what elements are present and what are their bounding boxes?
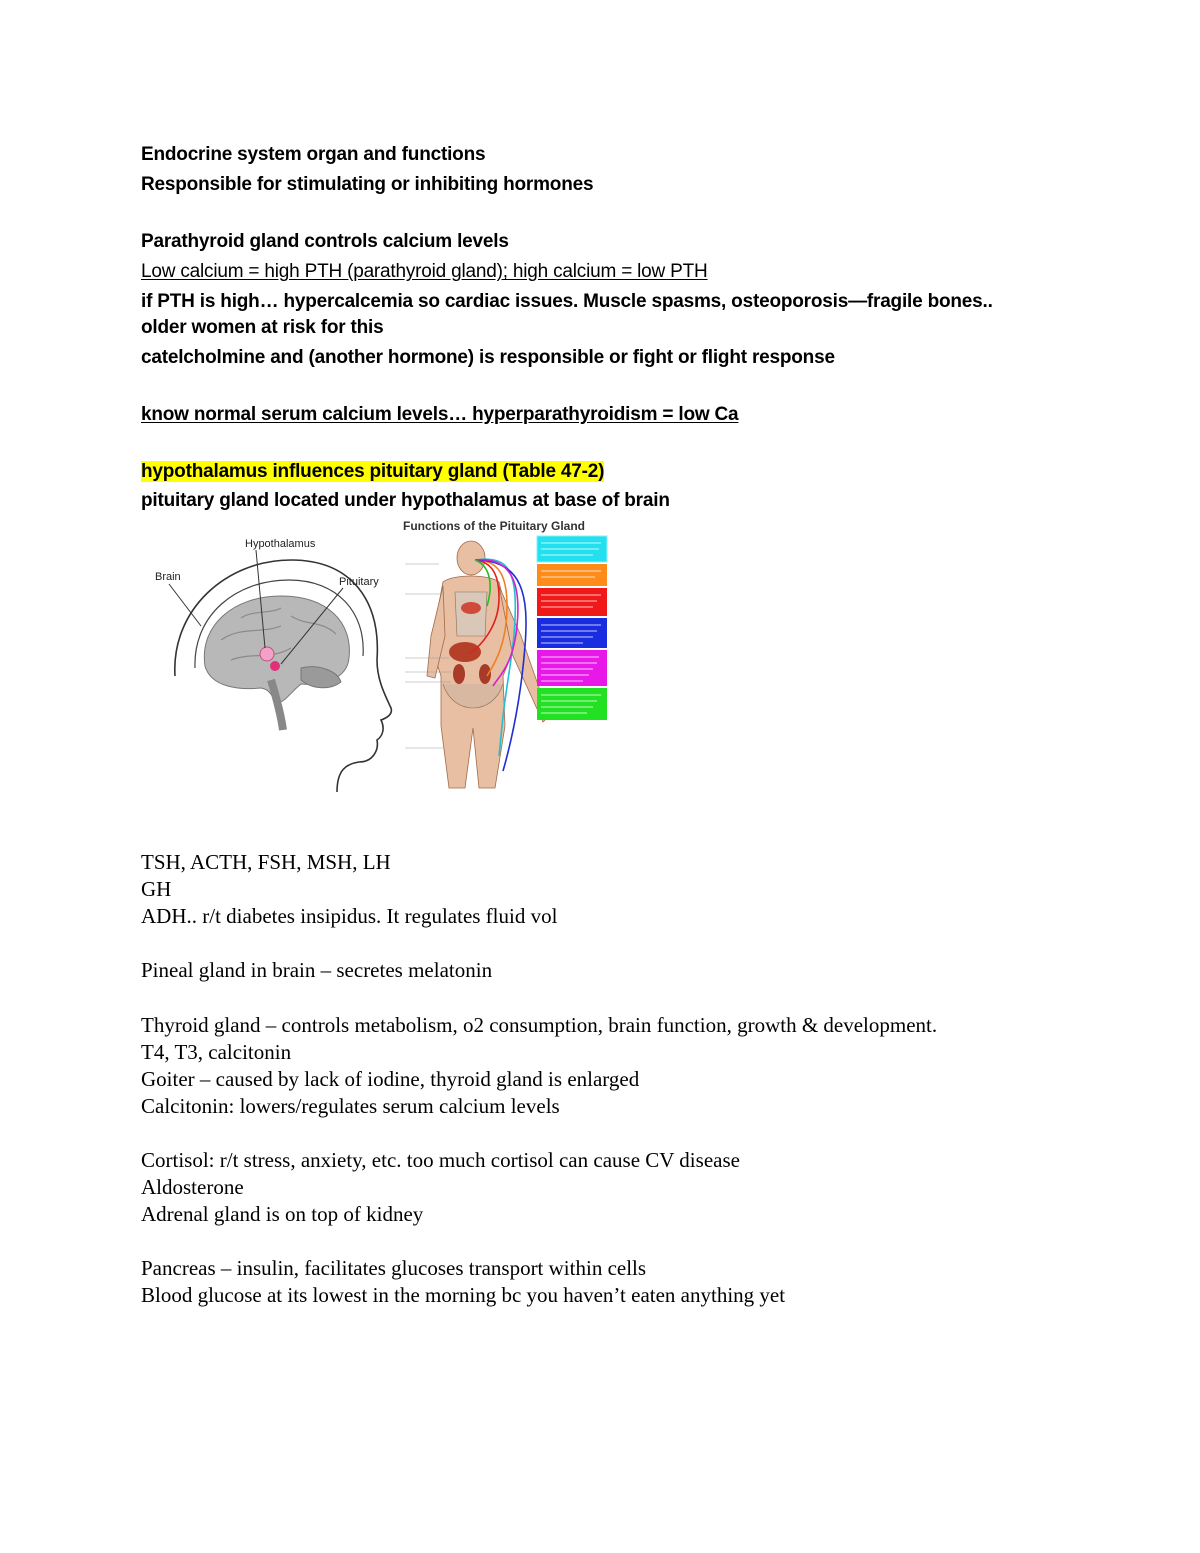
adh-line: ADH.. r/t diabetes insipidus. It regulates fluid vol — [141, 904, 558, 928]
aldosterone-line: Aldosterone — [141, 1175, 244, 1199]
box-acth — [537, 588, 607, 616]
label-pituitary: Pituitary — [339, 576, 379, 588]
pituitary-location-line: pituitary gland located under hypothalamus at base of brain — [141, 490, 670, 511]
body-liver — [449, 642, 481, 662]
highlight-text: hypothalamus influences pituitary gland (Table 47-2) — [141, 461, 605, 482]
adrenal-line: Adrenal gland is on top of kidney — [141, 1202, 424, 1226]
goiter-line: Goiter – caused by lack of iodine, thyroid gland is enlarged — [141, 1067, 640, 1091]
serum-calcium-line: know normal serum calcium levels… hyperparathyroidism = low Ca — [141, 404, 739, 425]
label-hypothalamus: Hypothalamus — [245, 538, 316, 550]
pituitary-marker — [270, 661, 280, 671]
catecholamine-line: catelcholmine and (another hormone) is responsible or fight or flight response — [141, 347, 835, 368]
blood-glucose-line: Blood glucose at its lowest in the morning bc you haven’t eaten anything yet — [141, 1283, 786, 1307]
pancreas-line: Pancreas – insulin, facilitates glucoses transport within cells — [141, 1256, 647, 1280]
label-brain: Brain — [155, 571, 181, 583]
brain-figure — [141, 530, 393, 792]
pineal-line: Pineal gland in brain – secretes melatonin — [141, 958, 493, 982]
figure-title: Functions of the Pituitary Gland — [403, 519, 586, 533]
box-prl — [537, 564, 607, 586]
box-msh — [537, 688, 607, 720]
hormone-list-line: TSH, ACTH, FSH, MSH, LH — [141, 850, 391, 874]
t4-t3-line: T4, T3, calcitonin — [141, 1040, 292, 1064]
hypothalamus-marker — [260, 647, 274, 661]
parathyroid-line: Parathyroid gland controls calcium levels — [141, 231, 509, 252]
thyroid-line: Thyroid gland – controls metabolism, o2 consumption, brain function, growth & development. — [141, 1013, 938, 1037]
older-women-line: older women at risk for this — [141, 317, 384, 338]
body-head — [457, 541, 485, 575]
heading-endocrine: Endocrine system organ and functions — [141, 144, 486, 165]
hypothalamus-line — [141, 461, 604, 483]
cortisol-line: Cortisol: r/t stress, anxiety, etc. too much cortisol can cause CV disease — [141, 1148, 740, 1172]
subheading-responsible: Responsible for stimulating or inhibiting hormones — [141, 174, 594, 195]
pth-calcium-line: Low calcium = high PTH (parathyroid gland); high calcium = low PTH — [141, 261, 708, 282]
pituitary-functions-figure — [403, 516, 615, 792]
pth-high-line: if PTH is high… hypercalcemia so cardiac issues. Muscle spasms, osteoporosis—fragile bones.. — [141, 291, 993, 312]
calcitonin-line: Calcitonin: lowers/regulates serum calcium levels — [141, 1094, 560, 1118]
gh-line: GH — [141, 877, 172, 901]
